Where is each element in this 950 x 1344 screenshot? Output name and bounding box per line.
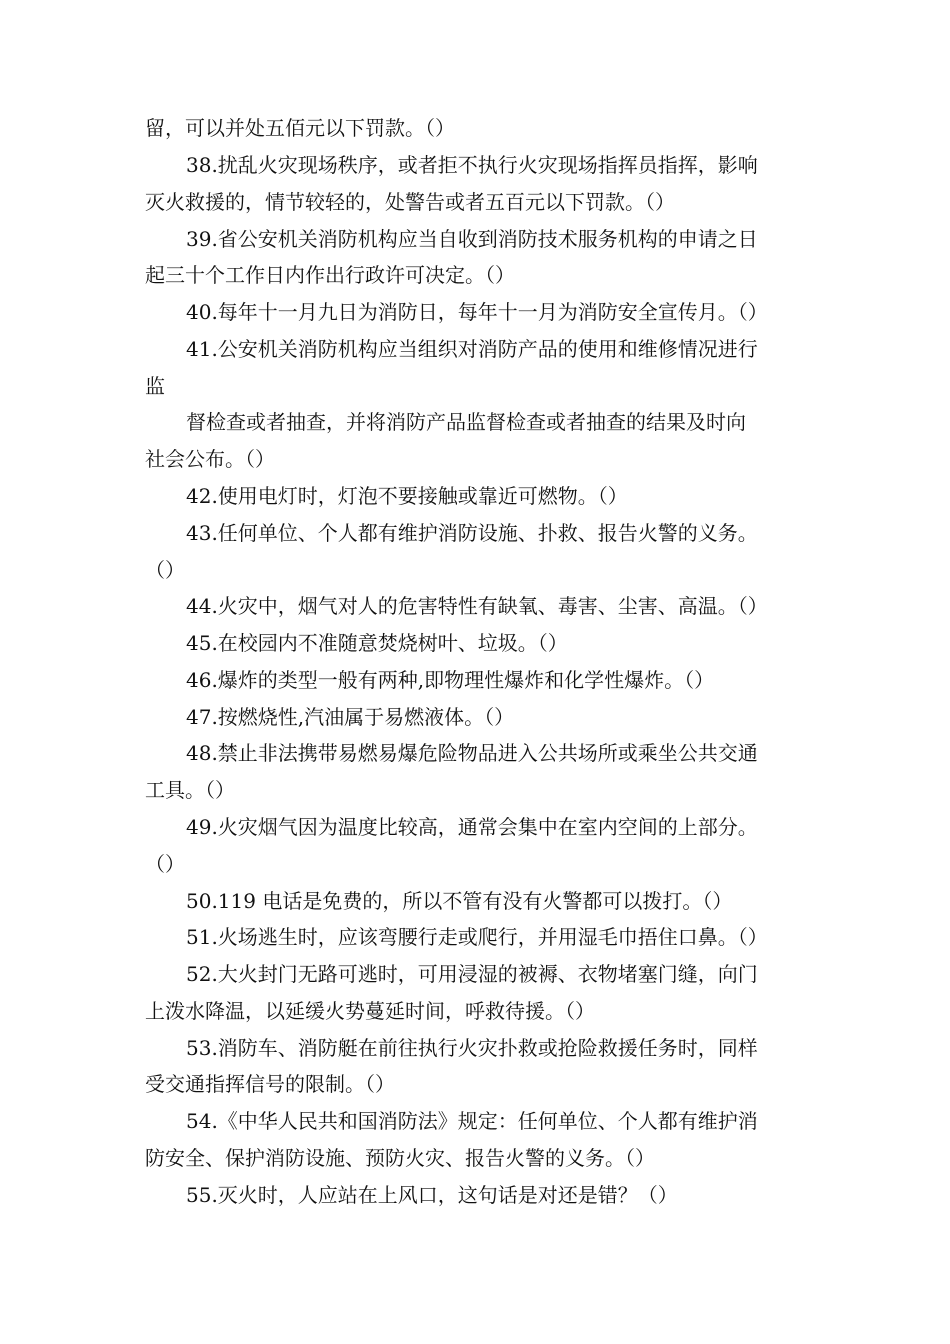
text-line: （） (145, 852, 185, 876)
text-line: 50.119 电话是免费的，所以不管有没有火警都可以拨打。（） (186, 889, 733, 913)
text-line: 38.扰乱火灾现场秩序，或者拒不执行火灾现场指挥员指挥，影响 (186, 153, 758, 177)
text-line: 40.每年十一月九日为消防日，每年十一月为消防安全宣传月。（） (186, 300, 768, 324)
text-line: 留，可以并处五佰元以下罚款。（） (145, 116, 455, 140)
text-line: 防安全、保护消防设施、预防火灾、报告火警的义务。（） (145, 1146, 655, 1170)
text-line: 55.灭火时，人应站在上风口，这句话是对还是错？（） (186, 1183, 678, 1207)
text-line: 42.使用电灯时，灯泡不要接触或靠近可燃物。（） (186, 484, 628, 508)
text-line: 上泼水降温，以延缓火势蔓延时间，呼救待援。（） (145, 999, 595, 1023)
text-line: 48.禁止非法携带易燃易爆危险物品进入公共场所或乘坐公共交通 (186, 741, 758, 765)
text-line: 工具。（） (145, 778, 235, 802)
text-line: 灭火救援的，情节较轻的，处警告或者五百元以下罚款。（） (145, 190, 675, 214)
text-line: 53.消防车、消防艇在前往执行火灾扑救或抢险救援任务时，同样 (186, 1036, 758, 1060)
text-line: 46.爆炸的类型一般有两种,即物理性爆炸和化学性爆炸。（） (186, 668, 715, 692)
text-line: 起三十个工作日内作出行政许可决定。（） (145, 263, 515, 287)
text-line: 54.《中华人民共和国消防法》规定：任何单位、个人都有维护消 (186, 1109, 758, 1133)
text-line: 监 (145, 374, 165, 398)
text-line: （） (145, 558, 185, 582)
text-line: 52.大火封门无路可逃时，可用浸湿的被褥、衣物堵塞门缝，向门 (186, 962, 758, 986)
text-line: 受交通指挥信号的限制。（） (145, 1072, 395, 1096)
text-line: 社会公布。（） (145, 447, 275, 471)
text-line: 41.公安机关消防机构应当组织对消防产品的使用和维修情况进行 (186, 337, 758, 361)
text-line: 43.任何单位、个人都有维护消防设施、扑救、报告火警的义务。 (186, 521, 758, 545)
text-line: 45.在校园内不准随意焚烧树叶、垃圾。（） (186, 631, 568, 655)
text-line: 51.火场逃生时，应该弯腰行走或爬行，并用湿毛巾捂住口鼻。（） (186, 925, 768, 949)
text-line: 督检查或者抽查，并将消防产品监督检查或者抽查的结果及时向 (186, 410, 746, 434)
text-line: 39.省公安机关消防机构应当自收到消防技术服务机构的申请之日 (186, 227, 758, 251)
text-line: 47.按燃烧性,汽油属于易燃液体。（） (186, 705, 515, 729)
text-line: 44.火灾中，烟气对人的危害特性有缺氧、毒害、尘害、高温。（） (186, 594, 768, 618)
text-line: 49.火灾烟气因为温度比较高，通常会集中在室内空间的上部分。 (186, 815, 758, 839)
